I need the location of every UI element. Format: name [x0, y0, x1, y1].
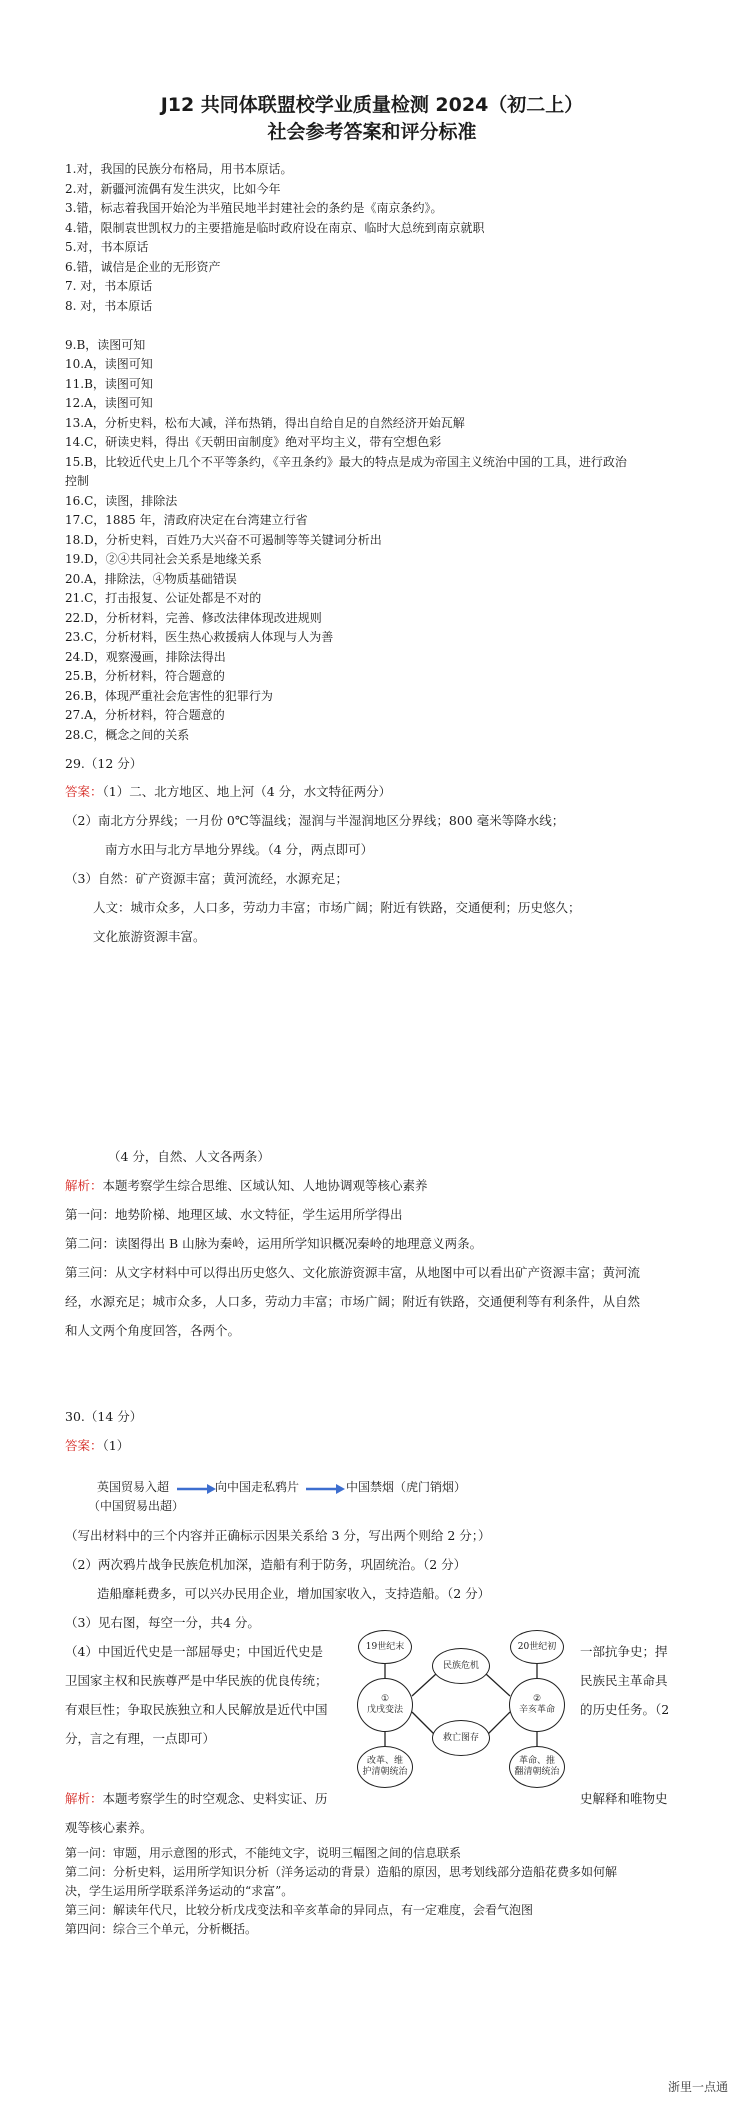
list-item: 26.B，体现严重社会危害性的犯罪行为 — [65, 689, 273, 703]
list-item: 21.C，打击报复、公证处都是不对的 — [65, 591, 262, 605]
list-item: 10.A，读图可知 — [65, 357, 153, 371]
analysis-tag: 解析： — [65, 1791, 103, 1806]
bubble-label: 民族危机 — [442, 1660, 479, 1671]
q29-step-3-end: 和人文两个角度回答，各两个。 — [65, 1323, 241, 1338]
list-item: 23.C，分析材料，医生热心救援病人体现与人为善 — [65, 630, 334, 644]
bubble-label: 辛亥革命 — [518, 1705, 555, 1715]
q29-step-1: 第一问：地势阶梯、地理区域、水文特征，学生运用所学得出 — [65, 1207, 403, 1222]
q30-analysis-right: 史解释和唯物史 — [580, 1791, 668, 1806]
bubble-19th-century — [358, 1630, 412, 1664]
list-item: 28.C，概念之间的关系 — [65, 728, 190, 742]
q29-analysis — [65, 1171, 428, 1200]
list-item: 2.对，新疆河流偶有发生洪灾，比如今年 — [65, 182, 281, 196]
answer-tag: 答案： — [65, 784, 103, 799]
q29-analysis-text: 本题考察学生综合思维、区域认知、人地协调观等核心素养 — [102, 1178, 428, 1193]
q30-a4-right1: 一部抗争史；捍 — [580, 1644, 668, 1659]
q29-answer-3-humanity: 人文：城市众多，人口多，劳动力丰富；市场广阔；附近有铁路，交通便利；历史悠久； — [93, 900, 581, 915]
bubble-label: 20世纪初 — [517, 1641, 557, 1652]
list-item: 18.D，分析史料，百姓乃大兴奋不可遏制等等关键词分析出 — [65, 533, 382, 547]
q30-a4-line2: 卫国家主权和民族尊严是中华民族的优良传统； — [65, 1673, 328, 1688]
q30-answer-1-note: （写出材料中的三个内容并正确标示因果关系给 3 分，写出两个则给 2 分；） — [65, 1528, 491, 1543]
q29-heading: 29.（12 分） — [65, 756, 143, 771]
q30-heading: 30.（14 分） — [65, 1409, 143, 1424]
answer-tag: 答案： — [65, 1438, 103, 1453]
q30-analysis — [65, 1784, 328, 1813]
q30-step-3: 第三问：解读年代尺，比较分析戊戌变法和辛亥革命的异同点，有一定难度，会看气泡图 — [65, 1903, 534, 1917]
list-item: 12.A，读图可知 — [65, 396, 153, 410]
bubble-reform-goal — [357, 1746, 413, 1788]
list-item: 20.A，排除法，④物质基础错误 — [65, 572, 237, 586]
q30-step-2-cont: 决，学生运用所学联系洋务运动的“求富”。 — [65, 1884, 294, 1898]
bubble-save-nation — [432, 1720, 490, 1756]
bubble-revolution-goal — [509, 1746, 565, 1788]
q30-a4-line4: 分，言之有理，一点即可） — [65, 1731, 216, 1746]
list-item: 3.错，标志着我国开始沦为半殖民地半封建社会的条约是《南京条约》。 — [65, 201, 443, 215]
list-item: 14.C，研读史料，得出《天朝田亩制度》绝对平均主义，带有空想色彩 — [65, 435, 442, 449]
list-item: 8. 对，书本原话 — [65, 299, 153, 313]
bubble-number: ① — [380, 1694, 390, 1704]
list-item: 5.对，书本原话 — [65, 240, 149, 254]
list-item: 25.B，分析材料，符合题意的 — [65, 669, 225, 683]
page-subtitle: 社会参考答案和评分标准 — [267, 121, 477, 143]
arrow-right-icon — [177, 1483, 217, 1495]
bubble-national-crisis — [432, 1648, 490, 1684]
list-item: 7. 对，书本原话 — [65, 279, 153, 293]
q29-answer-3: （3）自然：矿产资源丰富；黄河流经，水源充足； — [65, 871, 348, 886]
q29-answer-2-cont: 南方水田与北方旱地分界线。（4 分，两点即可） — [105, 842, 374, 857]
q30-analysis-text: 本题考察学生的时空观念、史料实证、历 — [102, 1791, 328, 1806]
q29-score-note: （4 分，自然、人文各两条） — [108, 1149, 270, 1164]
list-item: 4.错，限制袁世凯权力的主要措施是临时政府设在南京、临时大总统到南京就职 — [65, 221, 485, 235]
q29-step-3-cont: 经，水源充足；城市众多，人口多，劳动力丰富；市场广阔；附近有铁路，交通便利等有利条件，从自然 — [65, 1294, 641, 1309]
flow-node-1: 英国贸易入超 — [97, 1480, 170, 1494]
list-item: 22.D，分析材料，完善、修改法律体现改进规则 — [65, 611, 322, 625]
q29-step-3: 第三问：从文字材料中可以得出历史悠久、文化旅游资源丰富，从地图中可以看出矿产资源丰富；黄河流 — [65, 1265, 641, 1280]
bubble-label: 戊戌变法 — [366, 1705, 403, 1715]
q29-answer-2: （2）南北方分界线；一月份 0℃等温线；湿润与半湿润地区分界线；800 毫米等降水线； — [65, 813, 565, 828]
q30-step-1: 第一问：审题，用示意图的形式，不能纯文字，说明三幅图之间的信息联系 — [65, 1846, 462, 1860]
q30-a4-line1: （4）中国近代史是一部屈辱史；中国近代史是 — [65, 1644, 323, 1659]
q30-answer-3: （3）见右图，每空一分，共4 分。 — [65, 1615, 260, 1630]
bubble-label: 护清朝统治 — [362, 1767, 408, 1777]
bubble-20th-century — [510, 1630, 564, 1664]
bubble-label: 革命、推 — [518, 1756, 555, 1766]
list-item: 控制 — [65, 474, 90, 488]
list-item: 15.B，比较近代史上几个不平等条约，《辛丑条约》最大的特点是成为帝国主义统治中国的工具，进行政治 — [65, 455, 627, 469]
list-item: 11.B，读图可知 — [65, 377, 153, 391]
flow-node-3: 中国禁烟（虎门销烟） — [346, 1480, 467, 1494]
q29-answer-3-cont: 文化旅游资源丰富。 — [93, 929, 206, 944]
list-item: 24.D，观察漫画，排除法得出 — [65, 650, 226, 664]
q30-answer-2-cont: 造船靡耗费多，可以兴办民用企业，增加国家收入，支持造船。（2 分） — [97, 1586, 491, 1601]
arrow-right-icon — [306, 1483, 346, 1495]
bubble-reform-1898 — [357, 1678, 413, 1732]
q30-answer-2: （2）两次鸦片战争民族危机加深，造船有利于防务，巩固统治。（2 分） — [65, 1557, 467, 1572]
q30-a4-right2: 民族民主革命具 — [580, 1673, 668, 1688]
bubble-label: 翻清朝统治 — [514, 1767, 560, 1777]
q30-a4-line3: 有艰巨性；争取民族独立和人民解放是近代中国 — [65, 1702, 328, 1717]
q29-answer-1: （1）二、北方地区、地上河（4 分，水文特征两分） — [102, 784, 392, 799]
bubble-revolution-1911 — [509, 1678, 565, 1732]
list-item: 1.对，我国的民族分布格局，用书本原话。 — [65, 162, 293, 176]
flow-node-1-sub: （中国贸易出超） — [88, 1499, 185, 1513]
list-item: 27.A，分析材料，符合题意的 — [65, 708, 225, 722]
flow-node-2: 向中国走私鸦片 — [215, 1480, 300, 1494]
q29-step-2: 第二问：读图得出 B 山脉为秦岭，运用所学知识概况秦岭的地理意义两条。 — [65, 1236, 483, 1251]
list-item: 6.错，诚信是企业的无形资产 — [65, 260, 221, 274]
list-item: 13.A，分析史料，松布大减，洋布热销，得出自给自足的自然经济开始瓦解 — [65, 416, 465, 430]
list-item: 16.C，读图，排除法 — [65, 494, 178, 508]
bubble-label: 救亡图存 — [442, 1732, 479, 1743]
bubble-label: 改革、维 — [366, 1756, 403, 1766]
q30-analysis-cont: 观等核心素养。 — [65, 1820, 153, 1835]
q30-step-4: 第四问：综合三个单元，分析概括。 — [65, 1922, 258, 1936]
q30-answer — [65, 1431, 129, 1460]
list-item: 19.D，②④共同社会关系是地缘关系 — [65, 552, 262, 566]
watermark: 浙里一点通 — [668, 2080, 729, 2094]
q30-step-2: 第二问：分析史料，运用所学知识分析（洋务运动的背景）造船的原因，思考划线部分造船花费多如何解 — [65, 1865, 618, 1879]
analysis-tag: 解析： — [65, 1178, 103, 1193]
q30-a4-right3: 的历史任务。（2 — [580, 1702, 670, 1717]
q29-answer — [65, 777, 391, 806]
q30-answer-1-num: （1） — [102, 1438, 130, 1453]
bubble-label: 19世纪末 — [365, 1641, 405, 1652]
list-item: 17.C，1885 年，清政府决定在台湾建立行省 — [65, 513, 308, 527]
list-item: 9.B，读图可知 — [65, 338, 146, 352]
bubble-number: ② — [532, 1694, 542, 1704]
page-title: J12 共同体联盟校学业质量检测 2024（初二上） — [160, 94, 584, 116]
